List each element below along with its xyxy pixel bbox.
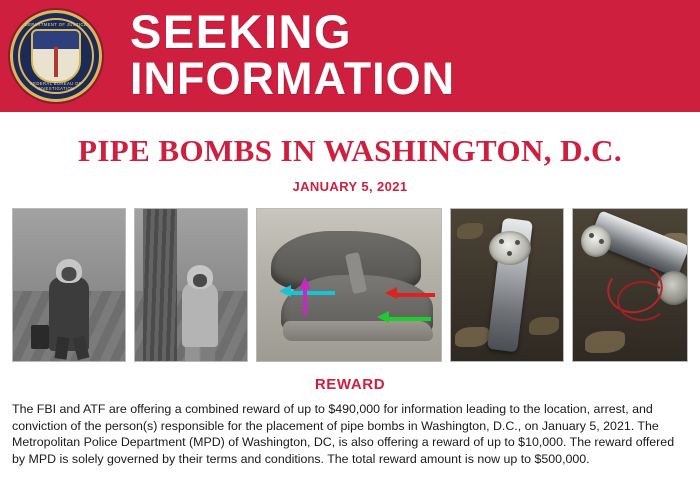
cap-hole — [515, 240, 520, 245]
cctv-scene-2 — [135, 209, 247, 361]
pipe-bomb-photo-1[interactable] — [450, 208, 564, 362]
tree-trunk — [143, 209, 177, 361]
cap-hole — [599, 239, 604, 244]
cap-hole — [499, 239, 504, 244]
leaf-debris — [457, 223, 483, 239]
suspect-face-mask — [62, 267, 77, 281]
leaf-debris — [529, 317, 559, 335]
surveillance-photo-2[interactable] — [134, 208, 248, 362]
footwear-photo[interactable] — [256, 208, 442, 362]
banner-headline-primary: SEEKING — [130, 5, 353, 58]
seal-text-top: DEPARTMENT OF JUSTICE — [24, 22, 88, 27]
cctv-scene-1 — [13, 209, 125, 361]
annotation-arrow-cyan-head — [279, 285, 291, 297]
cap-hole — [589, 233, 594, 238]
seal-container — [0, 0, 112, 112]
annotation-arrow-cyan-line — [289, 291, 335, 295]
photo-strip — [0, 208, 700, 362]
shoe-closeup-scene — [257, 209, 441, 361]
annotation-arrow-green-line — [387, 317, 431, 321]
pipe-bomb-scene-1 — [451, 209, 563, 361]
banner-titles — [112, 5, 700, 104]
red-wire — [617, 281, 667, 321]
banner-headline-secondary: INFORMATION — [130, 53, 456, 104]
pipe-bomb-photo-2[interactable] — [572, 208, 688, 362]
seal-text-bottom: FEDERAL BUREAU OF INVESTIGATION — [30, 81, 82, 91]
leaf-debris — [455, 327, 489, 347]
seeking-information-banner — [0, 0, 700, 112]
leaf-debris — [585, 331, 625, 353]
suspect-bag — [31, 325, 49, 349]
annotation-arrow-magenta-line — [303, 285, 307, 315]
fbi-seal-icon — [10, 10, 102, 102]
seal-shield — [31, 29, 81, 83]
annotation-arrow-red-head — [385, 287, 397, 299]
pipe-end-cap — [581, 225, 611, 257]
pipe-end-cap — [489, 231, 531, 265]
reward-heading: REWARD — [314, 376, 386, 393]
annotation-arrow-green-head — [377, 311, 389, 323]
reward-paragraph: The FBI and ATF are offering a combined reward of up to $490,000 for information leading to the location, arrest, and conviction of the person(s) responsible for the placement of pipe bombs in Washington, D.C., on January 5, 2021. The Metropolitan Police Department (MPD) of Washington, DC, is also offering a reward of up to $10,000. The reward offered by MPD is solely governed by their terms and conditions. The total reward amount is now up to $500,000. — [12, 402, 675, 466]
suspect-face-mask — [193, 274, 207, 287]
cap-hole — [507, 251, 512, 256]
page-title: PIPE BOMBS IN WASHINGTON, D.C. — [78, 133, 622, 168]
suspect-body — [182, 281, 218, 347]
annotation-arrow-red-line — [395, 293, 435, 297]
incident-date: JANUARY 5, 2021 — [292, 179, 408, 194]
shoe-sole — [283, 321, 433, 341]
pipe-bomb-scene-2 — [573, 209, 687, 361]
suspect-leg-left — [54, 336, 69, 359]
annotation-arrow-magenta-head — [299, 277, 311, 289]
surveillance-photo-1[interactable] — [12, 208, 126, 362]
